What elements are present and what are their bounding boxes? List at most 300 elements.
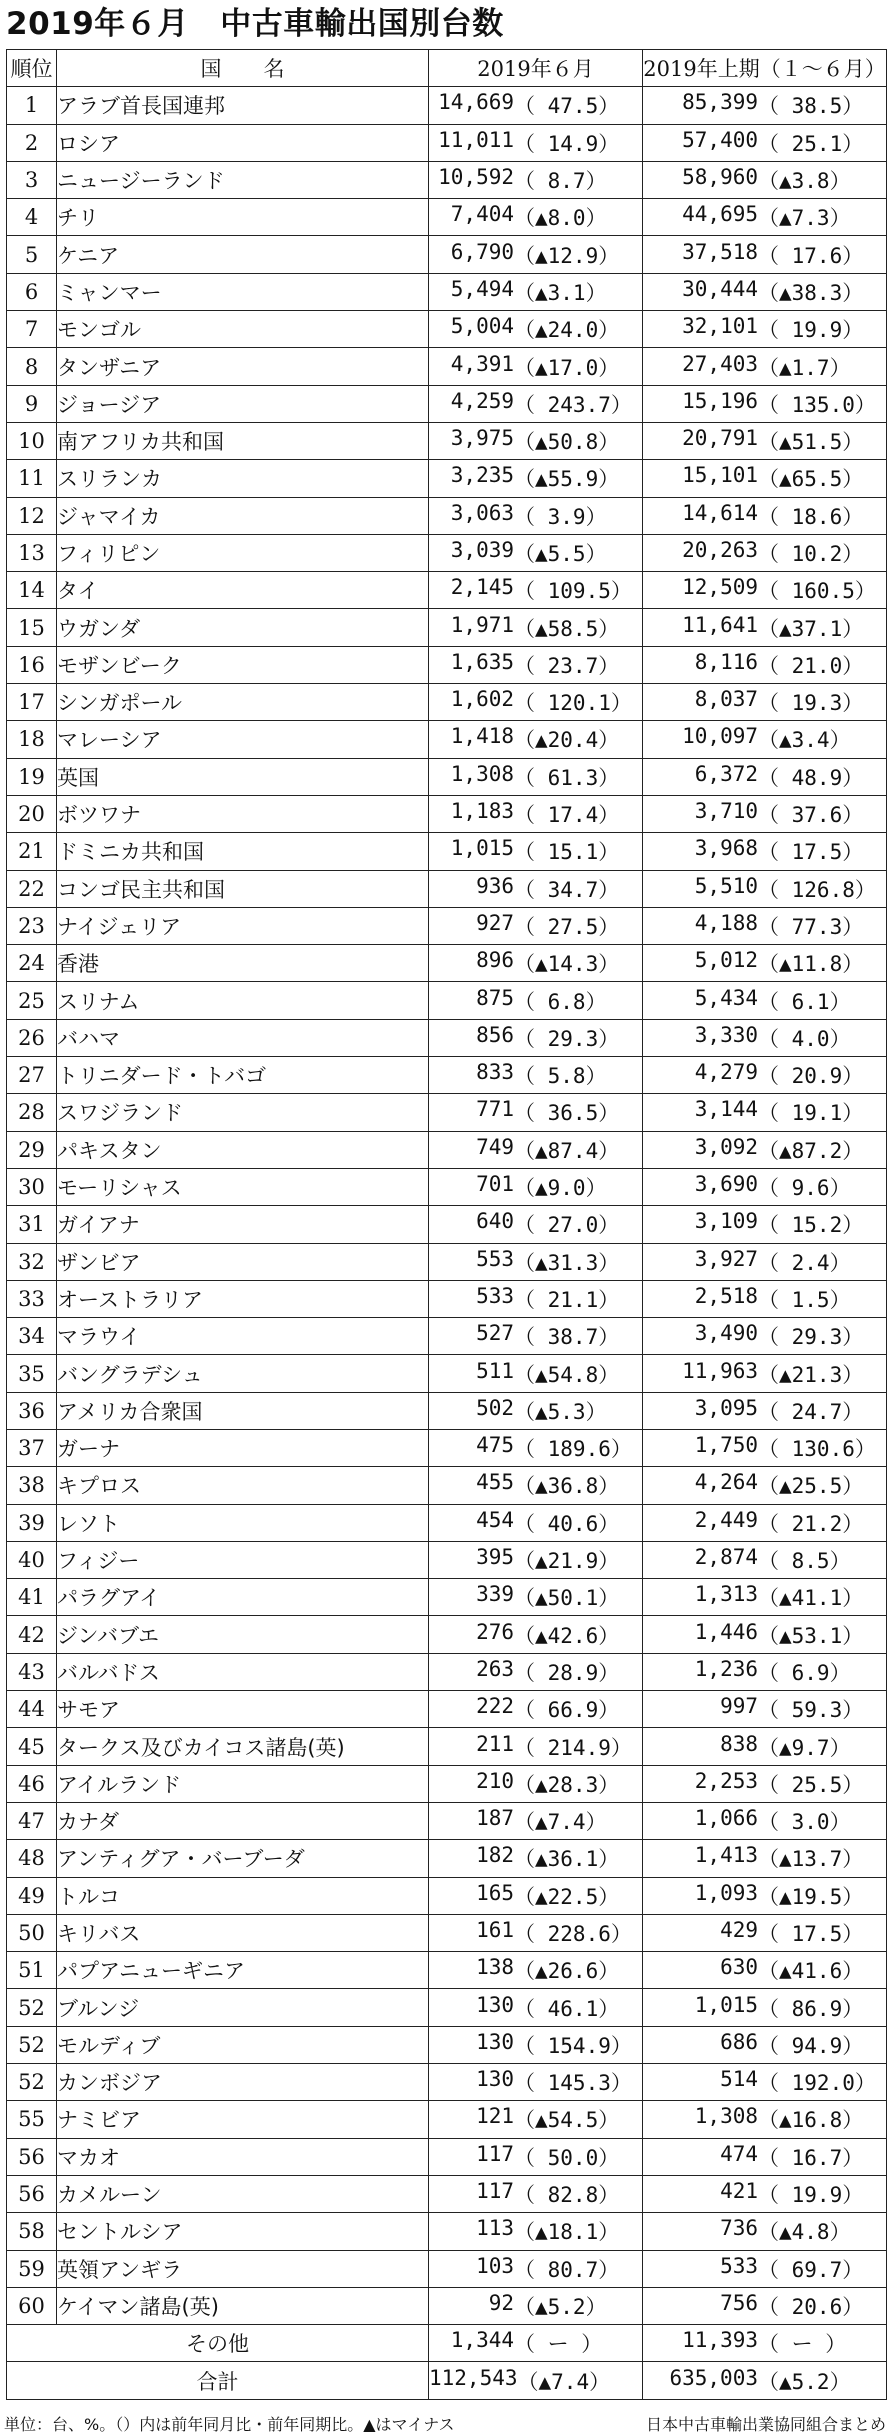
half-cell bbox=[643, 311, 887, 348]
rank-cell: 51 bbox=[7, 1952, 57, 1989]
june-units: 701 bbox=[476, 1172, 514, 1197]
june-units: 339 bbox=[476, 1582, 514, 1607]
half-cell bbox=[643, 497, 887, 534]
june-cell bbox=[429, 1952, 643, 1989]
half-cell bbox=[643, 833, 887, 870]
half-units: 4,188 bbox=[694, 910, 758, 935]
rank-cell: 37 bbox=[7, 1429, 57, 1466]
june-cell bbox=[429, 2064, 643, 2101]
half-pct: （ 19.9） bbox=[758, 318, 864, 343]
total-half-units: 635,003 bbox=[669, 2365, 758, 2390]
june-pct: （▲31.3） bbox=[514, 1250, 620, 1275]
june-cell bbox=[429, 1168, 643, 1205]
country-cell: ガーナ bbox=[57, 1429, 429, 1466]
half-units: 1,308 bbox=[694, 2104, 758, 2129]
june-units: 117 bbox=[476, 2179, 514, 2204]
half-pct: （ 38.5） bbox=[758, 94, 864, 119]
half-cell bbox=[643, 1243, 887, 1280]
june-pct: （▲8.0） bbox=[514, 206, 607, 231]
rank-cell: 55 bbox=[7, 2101, 57, 2138]
june-pct: （▲36.8） bbox=[514, 1474, 620, 1499]
half-cell bbox=[643, 646, 887, 683]
half-cell bbox=[643, 87, 887, 124]
june-units: 4,391 bbox=[450, 351, 514, 376]
half-pct: （▲3.4） bbox=[758, 728, 851, 753]
country-cell: フィリピン bbox=[57, 534, 429, 571]
table-row bbox=[7, 199, 887, 236]
june-pct: （ 61.3） bbox=[514, 765, 620, 790]
country-cell: シンガポール bbox=[57, 684, 429, 721]
table-row bbox=[7, 870, 887, 907]
others-row bbox=[7, 2325, 887, 2362]
country-cell: アメリカ合衆国 bbox=[57, 1392, 429, 1429]
half-units: 4,264 bbox=[694, 1470, 758, 1495]
june-units: 92 bbox=[488, 2290, 514, 2315]
june-units: 2,145 bbox=[450, 575, 514, 600]
june-pct: （ 243.7） bbox=[514, 392, 632, 417]
half-cell bbox=[643, 684, 887, 721]
half-cell bbox=[643, 422, 887, 459]
half-cell bbox=[643, 982, 887, 1019]
half-units: 756 bbox=[720, 2290, 758, 2315]
june-cell bbox=[429, 1019, 643, 1056]
june-pct: （▲50.8） bbox=[514, 430, 620, 455]
country-cell: ロシア bbox=[57, 124, 429, 161]
june-cell bbox=[429, 907, 643, 944]
source-credit: 日本中古車輸出業協同組合まとめ bbox=[645, 2415, 886, 2434]
june-pct: （▲54.5） bbox=[514, 2108, 620, 2133]
june-units: 4,259 bbox=[450, 388, 514, 413]
half-units: 32,101 bbox=[682, 314, 758, 339]
half-units: 1,750 bbox=[694, 1433, 758, 1458]
table-row bbox=[7, 1877, 887, 1914]
june-units: 833 bbox=[476, 1060, 514, 1085]
june-pct: （▲22.5） bbox=[514, 1884, 620, 1909]
half-cell bbox=[643, 2213, 887, 2250]
june-cell bbox=[429, 124, 643, 161]
june-pct: （ 40.6） bbox=[514, 1511, 620, 1536]
country-cell: カナダ bbox=[57, 1802, 429, 1839]
june-units: 3,039 bbox=[450, 538, 514, 562]
country-cell: レソト bbox=[57, 1504, 429, 1541]
half-pct: （ 8.5） bbox=[758, 1549, 851, 1574]
table-row bbox=[7, 1355, 887, 1392]
half-cell bbox=[643, 1691, 887, 1728]
half-cell bbox=[643, 199, 887, 236]
rank-cell: 27 bbox=[7, 1057, 57, 1094]
others-june-pct: （ ー ） bbox=[514, 2332, 603, 2357]
half-units: 2,874 bbox=[694, 1545, 758, 1570]
june-units: 113 bbox=[476, 2216, 514, 2241]
rank-cell: 21 bbox=[7, 833, 57, 870]
rank-cell: 30 bbox=[7, 1168, 57, 1205]
june-cell bbox=[429, 684, 643, 721]
half-cell bbox=[643, 2287, 887, 2324]
june-units: 3,235 bbox=[450, 463, 514, 488]
june-pct: （ 120.1） bbox=[514, 691, 632, 716]
half-cell bbox=[643, 273, 887, 310]
june-pct: （ 50.0） bbox=[514, 2145, 620, 2170]
half-units: 421 bbox=[720, 2179, 758, 2204]
half-pct: （ 20.6） bbox=[758, 2294, 864, 2319]
rank-cell: 58 bbox=[7, 2213, 57, 2250]
country-cell: ケイマン諸島(英) bbox=[57, 2287, 429, 2324]
june-pct: （ 228.6） bbox=[514, 1921, 632, 1946]
june-cell bbox=[429, 422, 643, 459]
june-units: 936 bbox=[476, 873, 514, 898]
table-row bbox=[7, 572, 887, 609]
june-cell bbox=[429, 2175, 643, 2212]
half-units: 997 bbox=[720, 1694, 758, 1719]
table-row bbox=[7, 1392, 887, 1429]
half-pct: （▲4.8） bbox=[758, 2220, 851, 2245]
half-pct: （▲37.1） bbox=[758, 616, 864, 641]
half-pct: （ 130.6） bbox=[758, 1437, 876, 1462]
rank-cell: 60 bbox=[7, 2287, 57, 2324]
rank-cell: 12 bbox=[7, 497, 57, 534]
half-pct: （ 16.7） bbox=[758, 2145, 864, 2170]
june-units: 1,183 bbox=[450, 799, 514, 824]
rank-cell: 32 bbox=[7, 1243, 57, 1280]
rank-cell: 52 bbox=[7, 2064, 57, 2101]
country-cell: タンザニア bbox=[57, 348, 429, 385]
table-row bbox=[7, 907, 887, 944]
table-row bbox=[7, 758, 887, 795]
half-pct: （ 17.6） bbox=[758, 243, 864, 268]
half-units: 3,109 bbox=[694, 1209, 758, 1234]
half-pct: （ 77.3） bbox=[758, 914, 864, 939]
country-cell: バングラデシュ bbox=[57, 1355, 429, 1392]
half-units: 3,092 bbox=[694, 1134, 758, 1159]
table-body bbox=[7, 87, 887, 2399]
rank-cell: 25 bbox=[7, 982, 57, 1019]
half-pct: （▲3.8） bbox=[758, 169, 851, 194]
table-row bbox=[7, 497, 887, 534]
june-pct: （▲55.9） bbox=[514, 467, 620, 492]
half-cell bbox=[643, 1280, 887, 1317]
others-half-cell bbox=[643, 2325, 887, 2362]
half-cell bbox=[643, 1057, 887, 1094]
june-units: 1,308 bbox=[450, 761, 514, 786]
rank-cell: 24 bbox=[7, 945, 57, 982]
half-pct: （ 29.3） bbox=[758, 1325, 864, 1350]
half-units: 15,196 bbox=[682, 388, 758, 413]
june-units: 927 bbox=[476, 910, 514, 935]
country-cell: ウガンダ bbox=[57, 609, 429, 646]
half-units: 6,372 bbox=[694, 761, 758, 786]
rank-cell: 26 bbox=[7, 1019, 57, 1056]
table-row bbox=[7, 534, 887, 571]
header-row bbox=[7, 50, 887, 87]
june-cell bbox=[429, 646, 643, 683]
june-pct: （ 3.9） bbox=[514, 504, 607, 529]
june-units: 527 bbox=[476, 1321, 514, 1346]
table-row bbox=[7, 236, 887, 273]
country-cell: タークス及びカイコス諸島(英) bbox=[57, 1728, 429, 1765]
june-units: 5,004 bbox=[450, 314, 514, 339]
half-pct: （▲41.1） bbox=[758, 1586, 864, 1611]
half-cell bbox=[643, 2101, 887, 2138]
total-label: 合計 bbox=[7, 2362, 429, 2399]
june-units: 161 bbox=[476, 1917, 514, 1942]
june-cell bbox=[429, 2026, 643, 2063]
june-pct: （ 17.4） bbox=[514, 803, 620, 828]
june-pct: （▲5.3） bbox=[514, 1399, 607, 1424]
table-row bbox=[7, 1765, 887, 1802]
table-row bbox=[7, 2175, 887, 2212]
june-units: 130 bbox=[476, 1992, 514, 2017]
half-units: 1,413 bbox=[694, 1843, 758, 1868]
june-pct: （ 5.8） bbox=[514, 1064, 607, 1089]
country-cell: モザンビーク bbox=[57, 646, 429, 683]
rank-cell: 52 bbox=[7, 1989, 57, 2026]
half-cell bbox=[643, 2175, 887, 2212]
june-cell bbox=[429, 1057, 643, 1094]
june-cell bbox=[429, 758, 643, 795]
june-pct: （ 14.9） bbox=[514, 131, 620, 156]
half-cell bbox=[643, 1206, 887, 1243]
june-units: 117 bbox=[476, 2141, 514, 2166]
half-cell bbox=[643, 795, 887, 832]
country-cell: スリナム bbox=[57, 982, 429, 1019]
half-units: 44,695 bbox=[682, 202, 758, 227]
half-cell bbox=[643, 1131, 887, 1168]
country-cell: ザンビア bbox=[57, 1243, 429, 1280]
rank-cell: 22 bbox=[7, 870, 57, 907]
table-row bbox=[7, 1802, 887, 1839]
june-units: 121 bbox=[476, 2104, 514, 2129]
country-cell: サモア bbox=[57, 1691, 429, 1728]
table-row bbox=[7, 1243, 887, 1280]
half-cell bbox=[643, 1952, 887, 1989]
half-pct: （ 126.8） bbox=[758, 877, 876, 902]
half-units: 12,509 bbox=[682, 575, 758, 600]
half-pct: （▲21.3） bbox=[758, 1362, 864, 1387]
june-cell bbox=[429, 497, 643, 534]
country-cell: ミャンマー bbox=[57, 273, 429, 310]
june-pct: （▲17.0） bbox=[514, 355, 620, 380]
country-cell: 香港 bbox=[57, 945, 429, 982]
country-cell: コンゴ民主共和国 bbox=[57, 870, 429, 907]
june-cell bbox=[429, 161, 643, 198]
rank-cell: 28 bbox=[7, 1094, 57, 1131]
june-units: 771 bbox=[476, 1097, 514, 1122]
country-cell: パラグアイ bbox=[57, 1579, 429, 1616]
june-cell bbox=[429, 1094, 643, 1131]
june-pct: （▲24.0） bbox=[514, 318, 620, 343]
june-units: 138 bbox=[476, 1955, 514, 1980]
june-units: 182 bbox=[476, 1843, 514, 1868]
june-units: 211 bbox=[476, 1731, 514, 1756]
table-row bbox=[7, 1467, 887, 1504]
june-units: 5,494 bbox=[450, 276, 514, 301]
june-pct: （▲50.1） bbox=[514, 1586, 620, 1611]
table-row bbox=[7, 1504, 887, 1541]
rank-cell: 29 bbox=[7, 1131, 57, 1168]
total-row bbox=[7, 2362, 887, 2399]
rank-cell: 23 bbox=[7, 907, 57, 944]
half-pct: （▲25.5） bbox=[758, 1474, 864, 1499]
table-row bbox=[7, 2026, 887, 2063]
half-pct: （▲51.5） bbox=[758, 430, 864, 455]
june-pct: （ 8.7） bbox=[514, 169, 607, 194]
june-pct: （▲7.4） bbox=[514, 1810, 607, 1835]
june-units: 640 bbox=[476, 1209, 514, 1234]
june-pct: （ 109.5） bbox=[514, 579, 632, 604]
rank-cell: 18 bbox=[7, 721, 57, 758]
half-units: 686 bbox=[720, 2029, 758, 2054]
table-row bbox=[7, 124, 887, 161]
half-cell bbox=[643, 1467, 887, 1504]
country-cell: パプアニューギニア bbox=[57, 1952, 429, 1989]
june-pct: （▲42.6） bbox=[514, 1623, 620, 1648]
others-half-pct: （ ー ） bbox=[758, 2332, 847, 2357]
june-units: 1,635 bbox=[450, 649, 514, 674]
rank-cell: 43 bbox=[7, 1653, 57, 1690]
june-pct: （▲12.9） bbox=[514, 243, 620, 268]
table-row bbox=[7, 87, 887, 124]
june-cell bbox=[429, 982, 643, 1019]
june-pct: （▲20.4） bbox=[514, 728, 620, 753]
june-cell bbox=[429, 2101, 643, 2138]
june-pct: （ 27.5） bbox=[514, 914, 620, 939]
half-cell bbox=[643, 1989, 887, 2026]
country-cell: ニュージーランド bbox=[57, 161, 429, 198]
table-row bbox=[7, 721, 887, 758]
export-table bbox=[6, 49, 887, 2400]
rank-cell: 36 bbox=[7, 1392, 57, 1429]
country-cell: アラブ首長国連邦 bbox=[57, 87, 429, 124]
rank-cell: 56 bbox=[7, 2138, 57, 2175]
half-cell bbox=[643, 124, 887, 161]
table-row bbox=[7, 1653, 887, 1690]
table-row bbox=[7, 2213, 887, 2250]
rank-cell: 47 bbox=[7, 1802, 57, 1839]
june-pct: （▲36.1） bbox=[514, 1847, 620, 1872]
table-row bbox=[7, 945, 887, 982]
country-cell: バハマ bbox=[57, 1019, 429, 1056]
others-half-units: 11,393 bbox=[682, 2328, 758, 2353]
table-row bbox=[7, 1168, 887, 1205]
total-half-pct: （▲5.2） bbox=[758, 2369, 851, 2394]
half-units: 5,510 bbox=[694, 873, 758, 898]
half-pct: （▲53.1） bbox=[758, 1623, 864, 1648]
country-cell: 南アフリカ共和国 bbox=[57, 422, 429, 459]
country-cell: ドミニカ共和国 bbox=[57, 833, 429, 870]
june-units: 502 bbox=[476, 1395, 514, 1420]
header-first-half: 2019年上期（１～６月） bbox=[643, 50, 887, 87]
june-units: 1,015 bbox=[450, 836, 514, 861]
country-cell: モルディブ bbox=[57, 2026, 429, 2063]
june-cell bbox=[429, 87, 643, 124]
half-units: 514 bbox=[720, 2067, 758, 2092]
table-row bbox=[7, 422, 887, 459]
half-cell bbox=[643, 534, 887, 571]
rank-cell: 2 bbox=[7, 124, 57, 161]
table-row bbox=[7, 1952, 887, 1989]
june-cell bbox=[429, 1318, 643, 1355]
half-units: 1,093 bbox=[694, 1880, 758, 1905]
june-cell bbox=[429, 2287, 643, 2324]
june-pct: （ 27.0） bbox=[514, 1213, 620, 1238]
table-row bbox=[7, 833, 887, 870]
june-pct: （▲5.5） bbox=[514, 542, 607, 566]
half-pct: （▲11.8） bbox=[758, 952, 864, 977]
rank-cell: 44 bbox=[7, 1691, 57, 1728]
half-cell bbox=[643, 236, 887, 273]
rank-cell: 34 bbox=[7, 1318, 57, 1355]
half-cell bbox=[643, 870, 887, 907]
june-units: 130 bbox=[476, 2067, 514, 2092]
country-cell: セントルシア bbox=[57, 2213, 429, 2250]
june-cell bbox=[429, 460, 643, 497]
half-pct: （▲87.2） bbox=[758, 1138, 864, 1163]
june-cell bbox=[429, 385, 643, 422]
june-cell bbox=[429, 311, 643, 348]
june-pct: （▲21.9） bbox=[514, 1549, 620, 1574]
rank-cell: 46 bbox=[7, 1765, 57, 1802]
june-cell bbox=[429, 273, 643, 310]
june-cell bbox=[429, 1541, 643, 1578]
half-units: 37,518 bbox=[682, 239, 758, 264]
june-cell bbox=[429, 1429, 643, 1466]
half-units: 85,399 bbox=[682, 90, 758, 115]
half-cell bbox=[643, 907, 887, 944]
rank-cell: 40 bbox=[7, 1541, 57, 1578]
total-june-pct: （▲7.4） bbox=[517, 2369, 611, 2394]
june-pct: （▲5.2） bbox=[514, 2294, 607, 2319]
june-units: 263 bbox=[476, 1656, 514, 1681]
june-cell bbox=[429, 609, 643, 646]
june-units: 222 bbox=[476, 1694, 514, 1719]
june-pct: （▲58.5） bbox=[514, 616, 620, 641]
june-pct: （ 6.8） bbox=[514, 989, 607, 1014]
half-units: 2,253 bbox=[694, 1768, 758, 1793]
table-row bbox=[7, 1914, 887, 1951]
rank-cell: 4 bbox=[7, 199, 57, 236]
june-cell bbox=[429, 2250, 643, 2287]
june-cell bbox=[429, 199, 643, 236]
june-pct: （ 34.7） bbox=[514, 877, 620, 902]
june-units: 1,602 bbox=[450, 687, 514, 712]
june-cell bbox=[429, 870, 643, 907]
half-pct: （▲1.7） bbox=[758, 355, 851, 380]
table-row bbox=[7, 1728, 887, 1765]
june-cell bbox=[429, 1243, 643, 1280]
table-row bbox=[7, 684, 887, 721]
rank-cell: 14 bbox=[7, 572, 57, 609]
half-units: 736 bbox=[720, 2216, 758, 2241]
june-pct: （▲54.8） bbox=[514, 1362, 620, 1387]
half-pct: （ 135.0） bbox=[758, 392, 876, 417]
half-cell bbox=[643, 1840, 887, 1877]
country-cell: トルコ bbox=[57, 1877, 429, 1914]
rank-cell: 49 bbox=[7, 1877, 57, 1914]
rank-cell: 3 bbox=[7, 161, 57, 198]
rank-cell: 56 bbox=[7, 2175, 57, 2212]
rank-cell: 17 bbox=[7, 684, 57, 721]
total-june-cell bbox=[429, 2362, 643, 2399]
june-cell bbox=[429, 1392, 643, 1429]
rank-cell: 5 bbox=[7, 236, 57, 273]
june-cell bbox=[429, 1653, 643, 1690]
half-cell bbox=[643, 721, 887, 758]
half-pct: （▲7.3） bbox=[758, 206, 851, 231]
june-cell bbox=[429, 1840, 643, 1877]
half-cell bbox=[643, 1019, 887, 1056]
june-cell bbox=[429, 1728, 643, 1765]
country-cell: ブルンジ bbox=[57, 1989, 429, 2026]
